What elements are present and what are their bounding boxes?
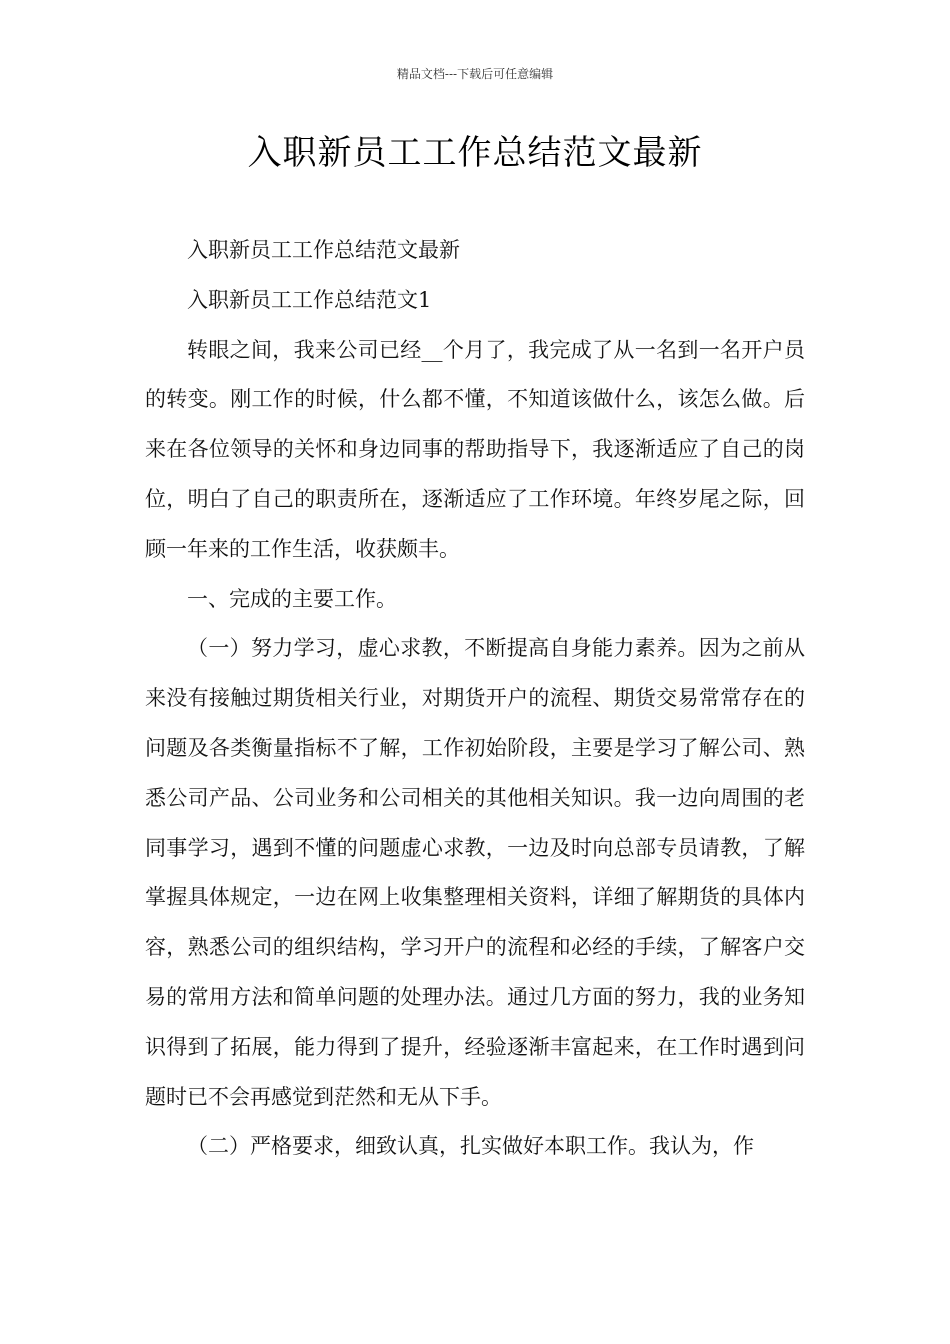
document-body <box>145 226 805 1172</box>
document-title: 入职新员工工作总结范文最新 <box>247 133 703 173</box>
paragraph-section-heading: 入职新员工工作总结范文1 <box>187 287 432 312</box>
paragraph-learning: （一）努力学习，虚心求教，不断提高自身能力素养。因为之前从来没有接触过期货相关行业，对期货开户的流程、期货交易常常存在的问题及各类衡量指标不了解，工作初始阶段，主要是学习了解公司、熟悉公司产品、公司业务和公司相关的其他相关知识。我一边向周围的老同事学习，遇到不懂的问题虚心求教，一边及时向总部专员请教，了解掌握具体规定，一边在网上收集整理相关资料，详细了解期货的具体内容，熟悉公司的组织结构，学习开户的流程和必经的手续，了解客户交易的常用方法和简单问题的处理办法。通过几方面的努力，我的业务知识得到了拓展，能力得到了提升，经验逐渐丰富起来，在工作时遇到问题时已不会再感觉到茫然和无从下手。 <box>145 636 805 1109</box>
paragraph-subtitle: 入职新员工工作总结范文最新 <box>187 238 460 262</box>
paragraph-main-work-heading: 一、完成的主要工作。 <box>187 586 397 611</box>
header-note: 精品文档---下载后可任意编辑 <box>396 67 554 81</box>
paragraph-requirements: （二）严格要求，细致认真，扎实做好本职工作。我认为，作 <box>187 1134 754 1159</box>
paragraph-intro: 转眼之间，我来公司已经__个月了，我完成了从一名到一名开户员的转变。刚工作的时候，什么都不懂，不知道该做什么，该怎么做。后来在各位领导的关怀和身边同事的帮助指导下，我逐渐适应了自己的岗位，明白了自己的职责所在，逐渐适应了工作环境。年终岁尾之际，回顾一年来的工作生活，收获颇丰。 <box>145 337 805 561</box>
